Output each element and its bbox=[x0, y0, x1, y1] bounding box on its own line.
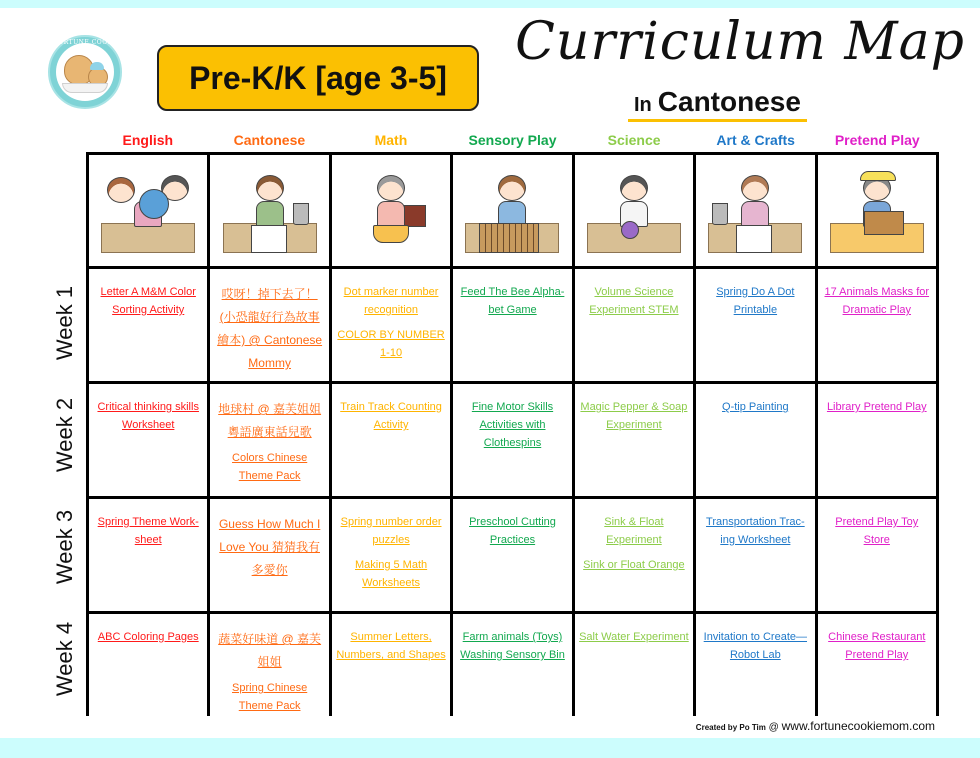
activity-cell bbox=[210, 384, 328, 496]
activity-link[interactable]: Spring Do A Dot Printable bbox=[716, 286, 795, 316]
activity-link[interactable]: Volume Science Experiment STEM bbox=[589, 286, 679, 316]
activity-link[interactable]: Invitation to Create—Robot Lab bbox=[703, 631, 808, 661]
activity-link[interactable]: Feed The Bee Alpha-bet Game bbox=[460, 286, 565, 316]
activity-link[interactable]: Spring number order puzzles bbox=[340, 516, 442, 546]
column-header-english: English bbox=[122, 132, 174, 148]
child-playing-go-icon bbox=[459, 163, 565, 259]
subtitle-language: Cantonese bbox=[657, 86, 801, 117]
grade-badge: Pre-K/K [age 3-5] bbox=[157, 45, 479, 111]
activity-cell bbox=[453, 499, 571, 611]
page-title: Curriculum Map bbox=[515, 12, 965, 72]
activity-cell bbox=[89, 269, 207, 381]
activity-link[interactable]: Q-tip Painting bbox=[722, 401, 789, 413]
week-label bbox=[50, 603, 80, 715]
activity-cell bbox=[575, 499, 693, 611]
activity-link[interactable]: Library Pretend Play bbox=[826, 401, 927, 413]
activity-cell bbox=[210, 499, 328, 611]
activity-cell bbox=[210, 269, 328, 381]
activity-cell bbox=[89, 499, 207, 611]
activity-link[interactable]: Sink or Float Orange bbox=[583, 559, 685, 571]
girl-lab-experiment-icon bbox=[581, 163, 687, 259]
activity-link[interactable]: Farm animals (Toys) Washing Sensory Bin bbox=[460, 631, 565, 661]
activity-link[interactable]: COLOR BY NUMBER 1-10 bbox=[337, 329, 445, 359]
activity-cell bbox=[818, 269, 936, 381]
activity-cell bbox=[89, 614, 207, 725]
week-label-text: Week 4 bbox=[52, 621, 77, 697]
curriculum-grid bbox=[86, 152, 939, 716]
girl-with-abacus-icon bbox=[338, 163, 444, 259]
activity-link[interactable]: Making 5 Math Worksheets bbox=[354, 559, 428, 589]
week-label bbox=[50, 267, 80, 379]
top-band bbox=[0, 0, 980, 8]
activity-cell bbox=[696, 269, 814, 381]
activity-link[interactable]: Summer Letters, Numbers, and Shapes bbox=[336, 631, 446, 661]
activity-link[interactable]: 地球村 @ 嘉芙姐姐粵語廣東話兒歌 bbox=[218, 402, 322, 439]
activity-link[interactable]: ABC Coloring Pages bbox=[97, 631, 199, 643]
activity-cell bbox=[575, 269, 693, 381]
activity-cell bbox=[332, 269, 450, 381]
illustration-cell bbox=[696, 155, 814, 266]
illustration-cell bbox=[575, 155, 693, 266]
column-headers bbox=[87, 128, 938, 152]
activity-link[interactable]: Salt Water Experiment bbox=[579, 631, 689, 643]
column-header-art-crafts: Art & Crafts bbox=[716, 132, 795, 148]
activity-link[interactable]: Guess How Much I Love You 猜猜我有多愛你 bbox=[218, 517, 321, 577]
activity-link[interactable]: 哎呀！掉下去了！(小恐龍好行為故事繪本) @ Cantonese Mommy bbox=[217, 287, 323, 370]
activity-link[interactable]: 17 Animals Masks for Dramatic Play bbox=[824, 286, 930, 316]
activity-cell bbox=[696, 614, 814, 725]
activity-cell bbox=[453, 614, 571, 725]
activity-cell bbox=[575, 614, 693, 725]
column-header-pretend-play: Pretend Play bbox=[834, 132, 920, 148]
child-calligraphy-icon bbox=[217, 163, 323, 259]
activity-link[interactable]: Transportation Trac-ing Worksheet bbox=[706, 516, 805, 546]
page-subtitle bbox=[628, 86, 807, 122]
column-header-science: Science bbox=[607, 132, 661, 148]
credit-author: Created by Po Tim bbox=[695, 723, 766, 732]
illustration-cell bbox=[818, 155, 936, 266]
week-label-text: Week 2 bbox=[52, 397, 77, 473]
activity-link[interactable]: Chinese Restaurant Pretend Play bbox=[828, 631, 926, 661]
kids-with-globe-icon bbox=[95, 163, 201, 259]
illustration-cell bbox=[89, 155, 207, 266]
column-header-sensory-play: Sensory Play bbox=[468, 132, 557, 148]
activity-cell bbox=[696, 384, 814, 496]
activity-link[interactable]: Magic Pepper & Soap Experiment bbox=[580, 401, 688, 431]
activity-cell bbox=[453, 384, 571, 496]
credit-url[interactable]: www.fortunecookiemom.com bbox=[781, 719, 935, 733]
kids-picnic-icon bbox=[824, 163, 930, 259]
bottom-band bbox=[0, 738, 980, 758]
illustration-cell bbox=[210, 155, 328, 266]
activity-cell bbox=[210, 614, 328, 725]
activity-link[interactable]: Pretend Play Toy Store bbox=[835, 516, 919, 546]
illustration-cell bbox=[453, 155, 571, 266]
column-header-math: Math bbox=[374, 132, 408, 148]
activity-link[interactable]: Preschool Cutting Practices bbox=[469, 516, 556, 546]
credit-line bbox=[690, 719, 935, 733]
activity-cell bbox=[575, 384, 693, 496]
activity-cell bbox=[818, 614, 936, 725]
week-label bbox=[50, 379, 80, 491]
activity-link[interactable]: Dot marker number recognition bbox=[343, 286, 439, 316]
column-header-cantonese: Cantonese bbox=[233, 132, 306, 148]
activity-link[interactable]: 蔬菜好味道 @ 嘉芙姐姐 bbox=[218, 632, 322, 669]
logo-text: FORTUNE COOKIE MOM bbox=[53, 39, 121, 53]
activity-cell bbox=[332, 499, 450, 611]
credit-at: @ bbox=[768, 722, 779, 733]
activity-cell bbox=[453, 269, 571, 381]
activity-cell bbox=[818, 499, 936, 611]
illustration-cell bbox=[332, 155, 450, 266]
activity-link[interactable]: Train Track Counting Activity bbox=[340, 401, 442, 431]
activity-link[interactable]: Colors Chinese Theme Pack bbox=[232, 452, 308, 482]
girl-painting-icon bbox=[702, 163, 808, 259]
activity-link[interactable]: Fine Motor Skills Activities with Clothespins bbox=[471, 401, 554, 449]
fortune-cookie-mom-logo bbox=[48, 35, 122, 109]
activity-link[interactable]: Critical thinking skills Worksheet bbox=[97, 401, 199, 431]
activity-link[interactable]: Sink & Float Experiment bbox=[604, 516, 664, 546]
activity-link[interactable]: Spring Theme Work-sheet bbox=[97, 516, 199, 546]
subtitle-prefix: In bbox=[634, 94, 652, 116]
activity-cell bbox=[332, 614, 450, 725]
activity-cell bbox=[89, 384, 207, 496]
activity-link[interactable]: Spring Chinese Theme Pack bbox=[232, 682, 308, 712]
activity-cell bbox=[818, 384, 936, 496]
week-label bbox=[50, 491, 80, 603]
week-label-text: Week 1 bbox=[52, 285, 77, 361]
activity-cell bbox=[332, 384, 450, 496]
week-label-text: Week 3 bbox=[52, 509, 77, 585]
activity-cell bbox=[696, 499, 814, 611]
activity-link[interactable]: Letter A M&M Color Sorting Activity bbox=[100, 286, 196, 316]
